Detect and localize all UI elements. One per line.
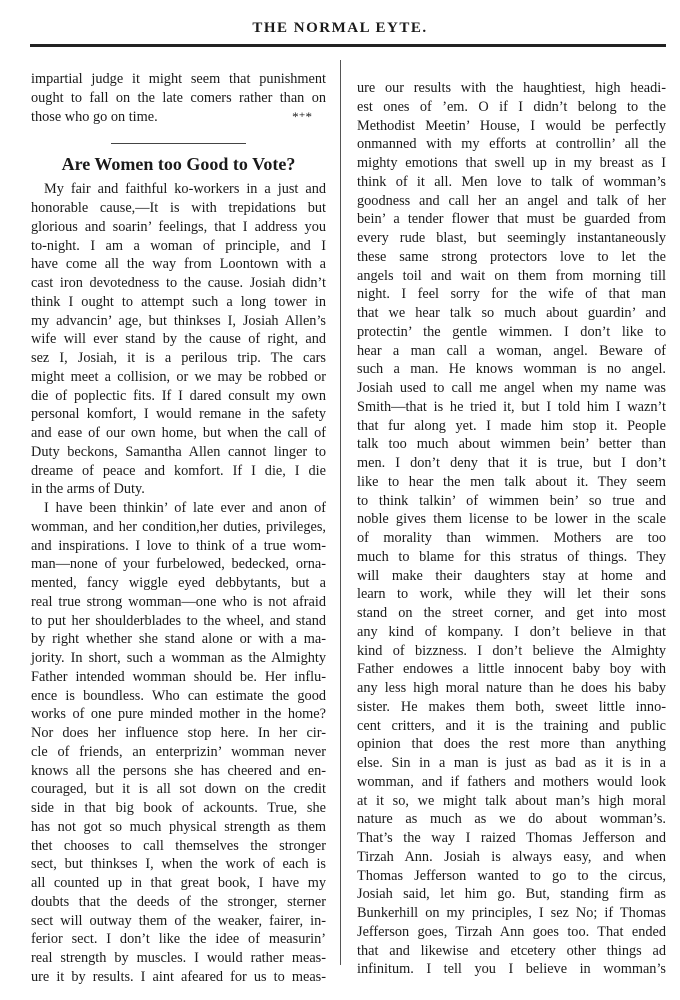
text-line: onmanned with my efforts at controllin’ all the — [357, 136, 666, 153]
text-line: sez I, Josiah, it is a perilous trip. The cars — [31, 350, 326, 366]
text-line: ought to fall on the late comers rather than on — [31, 89, 326, 106]
text-line: cent critters, and it is the training and public — [357, 717, 666, 734]
text-line: else. Sin in a man is just as bad as it is in a — [357, 755, 666, 771]
text-line: thet chooses to call themselves the stronger — [31, 837, 326, 854]
text-line: My fair and faithful ko-workers in a just and — [44, 181, 326, 198]
text-line: womman, and her condition,her duties, privileges, — [31, 518, 326, 535]
text-line: knows all the persons she has cheered and en- — [31, 762, 326, 779]
text-line: glorious and soarin’ feelings, that I address you — [31, 218, 326, 235]
text-line: and ease of our own home, but when the call of — [31, 425, 326, 441]
text-line: in the arms of Duty. — [31, 481, 145, 498]
text-line: Methodist Meetin’ House, I would be perfectly — [357, 117, 666, 134]
text-line: die of poplectic fits. If I dared consult my own — [31, 387, 326, 404]
text-line: kind of bizzness. I don’t believe the Almighty — [357, 642, 666, 659]
text-line: has not got so much physical strength as them — [31, 818, 326, 835]
text-line: real true strong womman—one who is not afraid — [31, 593, 326, 610]
text-line: like to hear the men talk about it. They seem — [357, 473, 666, 490]
text-line: womman, and if fathers and mothers would look — [357, 773, 666, 790]
text-line: That’s the way I raized Thomas Jefferson and — [357, 830, 666, 846]
text-line: that fur along yet. I made him stop it. People — [357, 417, 666, 434]
text-line: that and likewise and etcetery other things ad — [357, 942, 666, 959]
paragraph — [31, 180, 326, 499]
text-line: think of it all. Men love to talk of womman’s — [357, 173, 666, 190]
text-line: cast iron devotedness to the cause. Josiah didn’t — [31, 275, 326, 291]
text-line: Jefferson goes, Tirzah Ann goes too. That ended — [357, 923, 666, 940]
text-line: noble gives them license to be lower in the scale — [357, 511, 666, 528]
paragraph — [31, 499, 326, 987]
masthead-title: THE NORMAL EYTE. — [252, 20, 428, 36]
text-line: sister. He makes them both, sweet little inno- — [357, 698, 666, 715]
text-line: every rude blast, but seemingly instantaneously — [357, 230, 666, 246]
text-line: those who go on time. — [31, 108, 158, 125]
paragraph — [357, 79, 666, 979]
text-line: ferior sect. I don’t like the idee of measurin’ — [31, 931, 326, 948]
text-line: learn to work, while they will let their sons — [357, 586, 666, 603]
text-line: have come all the way from Loontown with a — [31, 256, 326, 273]
left-column — [31, 70, 326, 987]
text-line: side in that big book of ackounts. True, she — [31, 800, 326, 816]
author-signature: *⁺* — [292, 109, 312, 124]
text-line: much to blame for this stratus of things. They — [357, 548, 666, 565]
text-line: talk too much about wimmen bein’ better than — [357, 436, 666, 453]
text-line: that we hear talk so much about guardin’ and — [357, 305, 666, 321]
text-line: ure it by results. I aint afeared for us to meas- — [31, 968, 326, 985]
text-line: Tirzah Ann. Josiah is always easy, and when — [357, 848, 666, 865]
text-line: protectin’ the gentle wimmen. I don’t like to — [357, 323, 666, 340]
text-line: Duty beckons, Samantha Allen cannot linger to — [31, 443, 326, 460]
text-line: honorable cause,—It is with trepidations but — [31, 200, 326, 216]
text-line: opinion that does the rest more than anything — [357, 736, 666, 753]
text-line: such a man. He knows womman is no angel. — [357, 361, 666, 378]
text-line: will make their daughters stay at home and — [357, 567, 666, 584]
text-line: jority. In short, such a womman as the Almighty — [31, 650, 326, 666]
text-line: man—none of your furbelowed, bedecked, orna- — [31, 556, 326, 573]
text-line: couraged, but it is all sot down on the credit — [31, 781, 326, 798]
text-line: and inspirations. I love to think of a true wom- — [31, 537, 326, 554]
text-line: mighty emotions that swell up in my breast as I — [357, 155, 666, 171]
text-line: any less high moral nature than he does his baby — [357, 680, 666, 696]
text-line: might meet a collision, or we may be robbed or — [31, 368, 326, 385]
text-line: infinitum. I tell you I believe in womman’s — [357, 961, 666, 978]
text-line: ure our results with the haughtiest, high headi- — [357, 80, 666, 96]
text-line: Father endowes a little innocent baby boy with — [357, 661, 666, 678]
text-line: angels toil and wait on them from morning till — [357, 267, 666, 284]
text-line: to think talkin’ of wimmen bein’ so true and — [357, 492, 666, 509]
text-line: Father intended womman should be. Her influ- — [31, 668, 326, 685]
text-line: cle of friends, an enterprizin’ womman never — [31, 743, 326, 760]
text-line: night. I feel sorry for the wife of that man — [357, 286, 666, 303]
column-divider — [340, 60, 341, 965]
text-line: any kind of kompany. I don’t believe in that — [357, 623, 666, 640]
text-line: sect will outway them of the weaker, fairer, in- — [31, 912, 326, 929]
text-line: sect, but thinkses I, when the work of each is — [31, 856, 326, 873]
text-line: to put her shoulderblades to the wheel, and stand — [31, 612, 326, 629]
text-line: at it so, we might talk about man’s high moral — [357, 792, 666, 809]
text-line: doubts that the deeds of the stronger, sterner — [31, 893, 326, 910]
text-line: Nor does her influence stop here. In her cir- — [31, 725, 326, 741]
text-line: of morality than wimmen. Mothers are too — [357, 530, 666, 546]
text-line: Bunkerhill on my principles, I sez No; if Thomas — [357, 905, 666, 921]
header-rule — [30, 44, 666, 47]
text-line: dreame of peace and komfort. If I die, I die — [31, 462, 326, 479]
text-line: works of one pure minded mother in the home? — [31, 706, 326, 723]
text-line: hear a man call a woman, angel. Beware of — [357, 342, 666, 359]
text-line: goodness and call her an angel and talk of her — [357, 192, 666, 209]
text-line: these same strong protectors love to let the — [357, 248, 666, 265]
section-rule — [111, 143, 246, 144]
text-line: think I ought to attempt such a long tower in — [31, 293, 326, 310]
text-line: to-night. I am a woman of principle, and I — [31, 237, 326, 254]
text-line: Josiah said, let him go. But, standing firm as — [357, 886, 666, 903]
text-line: Thomas Jefferson wanted to go to the circus, — [357, 867, 666, 884]
text-line: Smith—that is he tried it, but I told him I wazn’t — [357, 398, 666, 415]
preceding-article-end — [31, 70, 326, 126]
text-line: bein’ a tender flower that must be guarded from — [357, 211, 666, 228]
text-line: real strength by muscles. I would rather meas- — [31, 950, 326, 966]
text-line: nature as much as we do about womman’s. — [357, 811, 666, 828]
article-title: Are Women too Good to Vote? — [61, 154, 296, 175]
text-line: mented, fancy wiggle eyed debbytants, but a — [31, 575, 326, 591]
text-line: I have been thinkin’ of late ever and anon of — [44, 500, 326, 516]
text-line: stand on the street corner, and get into most — [357, 605, 666, 621]
text-line: my advancin’ age, but thinkses I, Josiah Allen’s — [31, 312, 326, 329]
text-line: wife will ever stand by the cause of right, and — [31, 331, 326, 348]
text-line: men. I don’t deny that it is true, but I don’t — [357, 455, 666, 471]
text-line: est ones of ’em. O if I didn’t belong to the — [357, 98, 666, 115]
text-line: all counted up in that great book, I have my — [31, 875, 326, 891]
text-line: impartial judge it might seem that punishment — [31, 71, 326, 87]
text-line: personal komfort, I would remane in the safety — [31, 406, 326, 423]
text-line: ence is boundless. Who can estimate the good — [31, 687, 326, 704]
right-column — [357, 79, 666, 979]
text-line: by right whether she stand alone or with a ma- — [31, 631, 326, 648]
text-line: Josiah used to call me angel when my name was — [357, 380, 666, 396]
